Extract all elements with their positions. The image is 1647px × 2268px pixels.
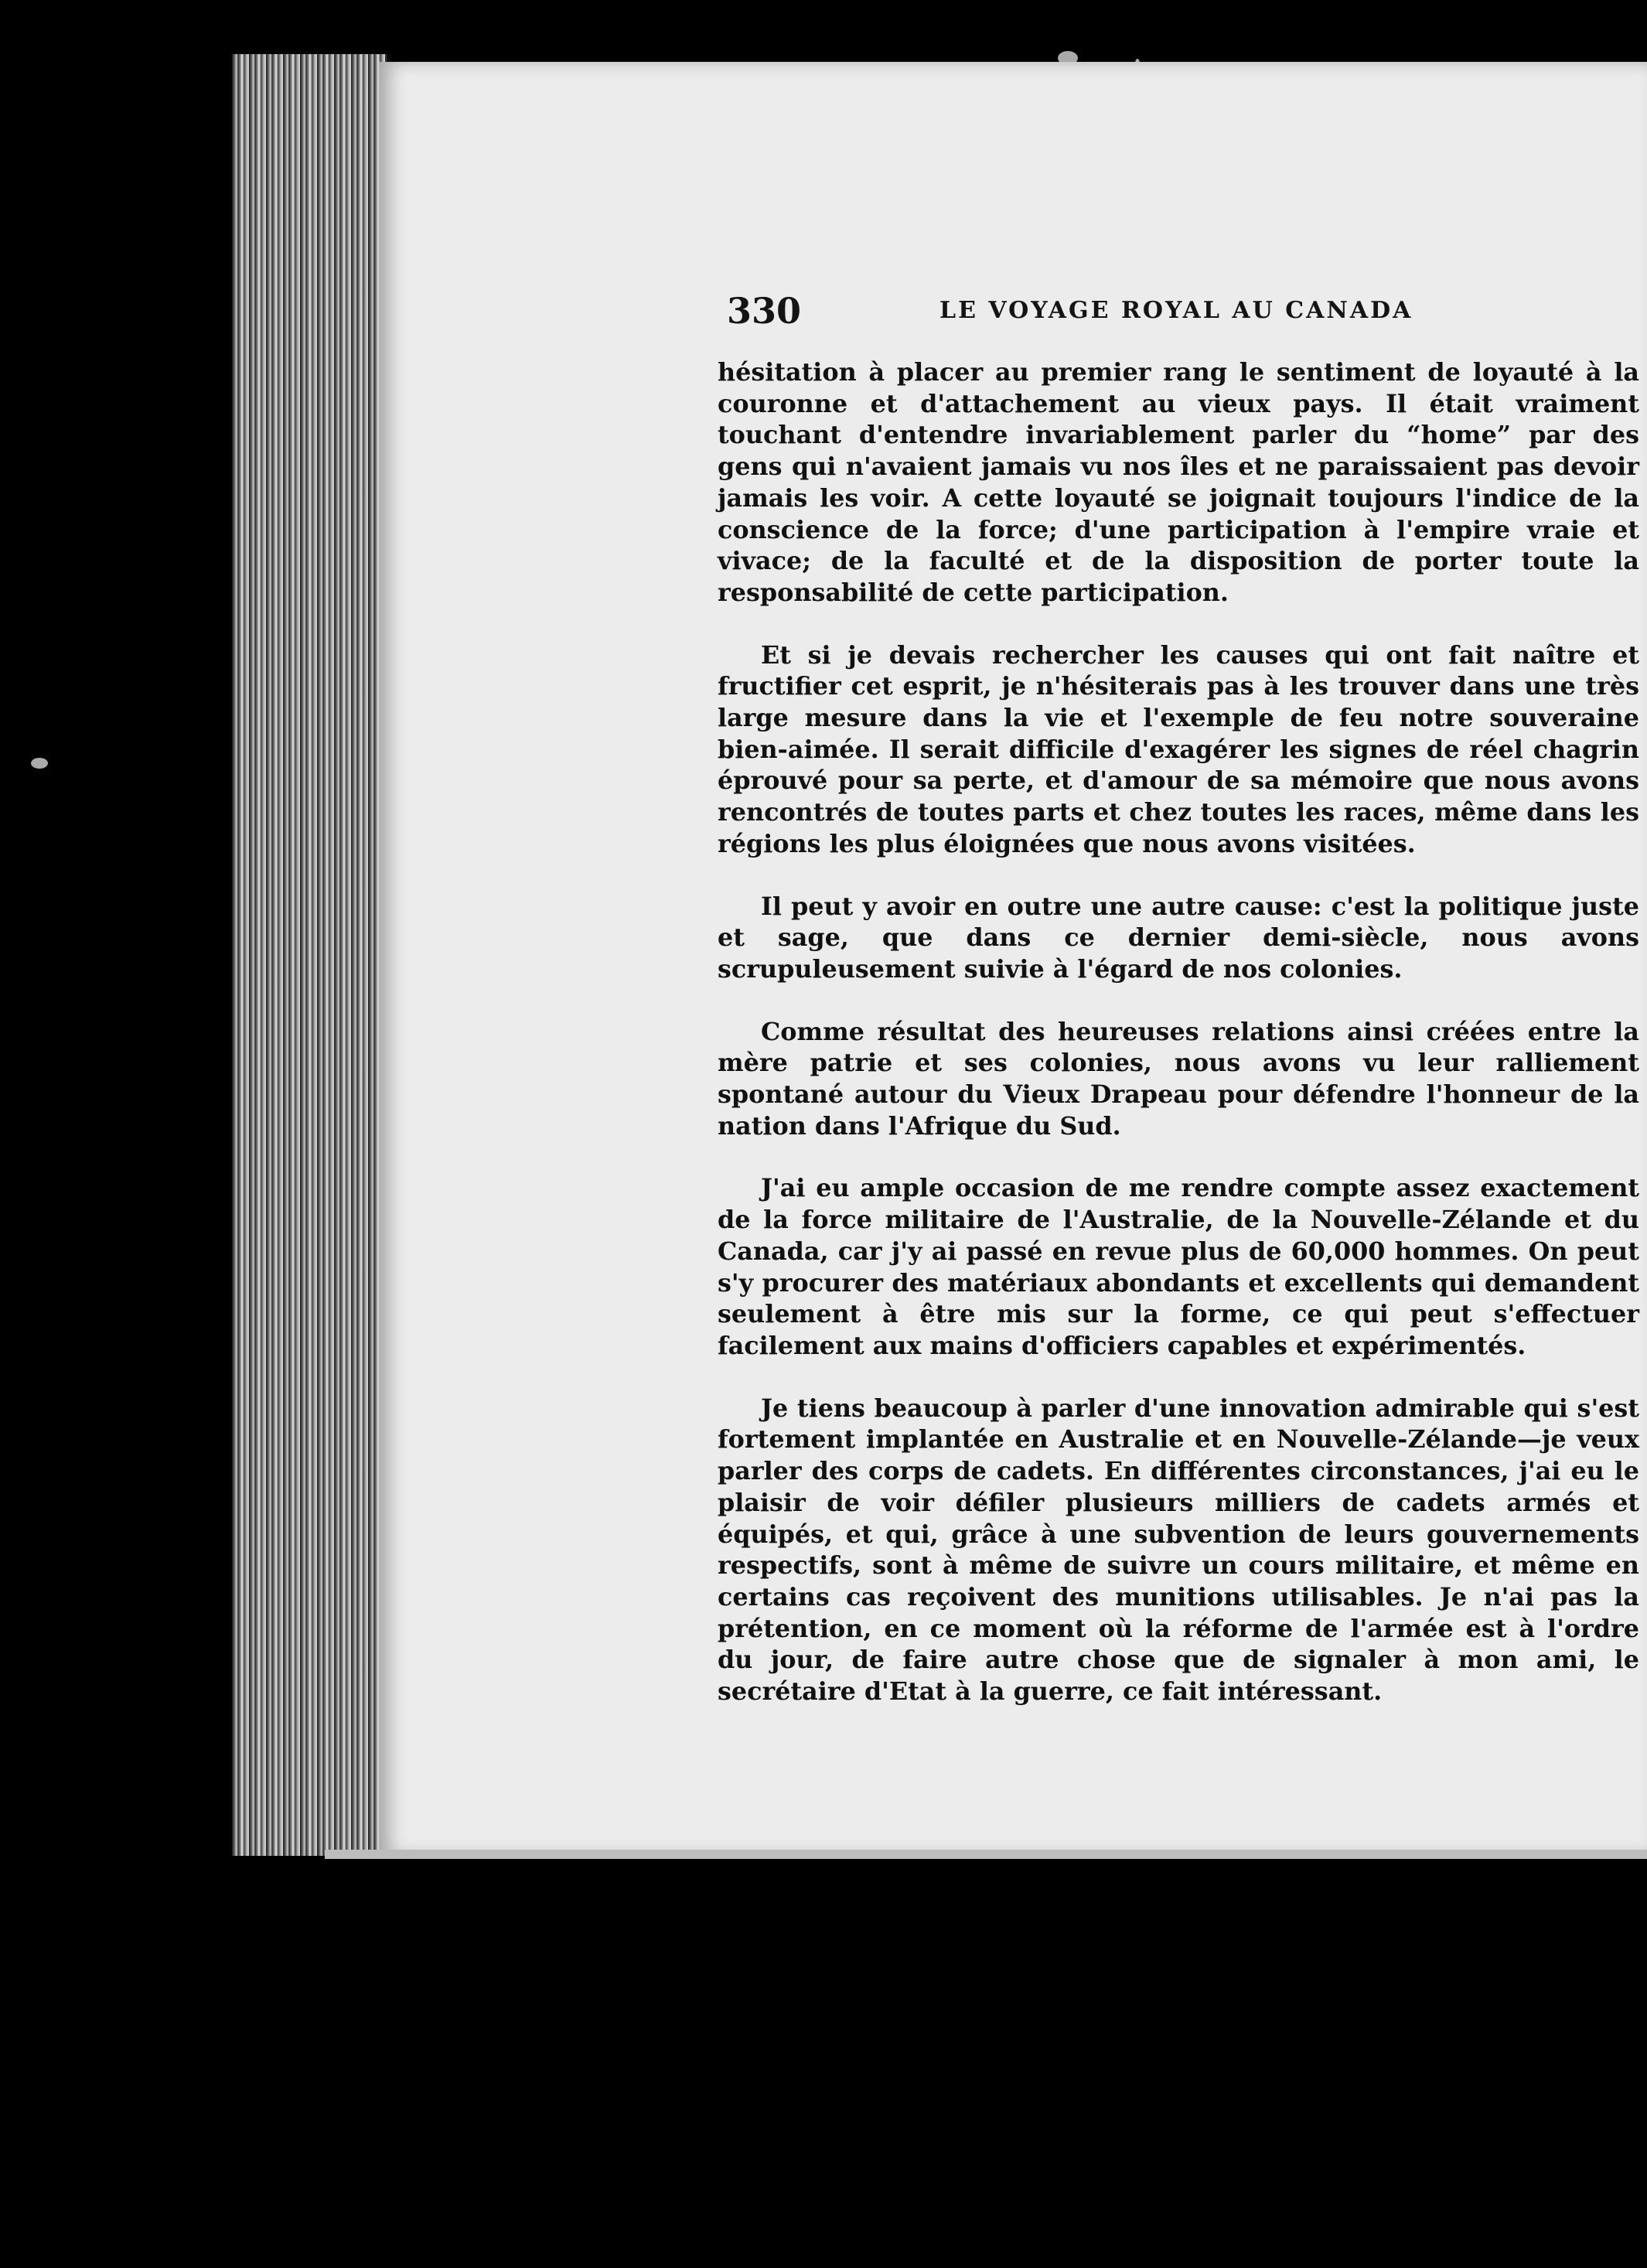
paragraph: J'ai eu ample occasion de me rendre compte assez exactement de la force militaire de l'Australie, de la Nouvelle-Zélande et du Canada, car j'y ai passé en revue plus de 60,000 hommes. On peut s'y procurer des matériaux abondants et excellents qui demandent seulement à être mis sur la forme, ce qui peut s'effectuer facilement aux mains d'officiers capables et expérimentés.	[718, 1174, 1639, 1360]
running-title: LE VOYAGE ROYAL AU CANADA	[939, 297, 1413, 324]
body-text	[718, 357, 1639, 1708]
paragraph: Il peut y avoir en outre une autre cause: c'est la politique juste et sage, que dans ce dernier demi-siècle, nous avons scrupuleusement suivie à l'égard de nos colonies.	[718, 892, 1639, 984]
scan-speck	[31, 758, 48, 769]
page-number: 330	[727, 290, 802, 332]
paragraph: Et si je devais rechercher les causes qui ont fait naître et fructifier cet esprit, je n'hésiterais pas à les trouver dans une très large mesure dans la vie et l'exemple de feu notre souveraine bien-aimée. Il serait difficile d'exagérer les signes de réel chagrin éprouvé pour sa perte, et d'amour de sa mémoire que nous avons rencontrés de toutes parts et chez toutes les races, même dans les régions les plus éloignées que nous avons visitées.	[718, 640, 1639, 858]
running-header	[727, 288, 1639, 334]
paragraph: hésitation à placer au premier rang le sentiment de loyauté à la couronne et d'attachement au vieux pays. Il était vraiment touchant d'entendre invariablement parler du “home” par des gens qui n'avaient jamais vu nos îles et ne paraissaient pas devoir jamais les voir. A cette loyauté se joignait toujours l'indice de la conscience de la force; d'une participation à l'empire vraie et vivace; de la faculté et de la disposition de porter toute la responsabilité de cette participation.	[718, 358, 1639, 607]
page-edges	[232, 54, 387, 1856]
page-bottom-edge	[325, 1850, 1647, 1859]
paragraph: Je tiens beaucoup à parler d'une innovation admirable qui s'est fortement implantée en Australie et en Nouvelle-Zélande—je veux parler des corps de cadets. En différentes circonstances, j'ai eu le plaisir de voir défiler plusieurs milliers de cadets armés et équipés, et qui, grâce à une subvention de leurs gouvernements respectifs, sont à même de suivre un cours militaire, et même en certains cas reçoivent des munitions utilisables. Je n'ai pas la prétention, en ce moment où la réforme de l'armée est à l'ordre du jour, de faire autre chose que de signaler à mon ami, le secrétaire d'Etat à la guerre, ce fait intéressant.	[718, 1393, 1639, 1707]
paragraph: Comme résultat des heureuses relations ainsi créées entre la mère patrie et ses colonies, nous avons vu leur ralliement spontané autour du Vieux Drapeau pour défendre l'honneur de la nation dans l'Afrique du Sud.	[718, 1017, 1639, 1141]
